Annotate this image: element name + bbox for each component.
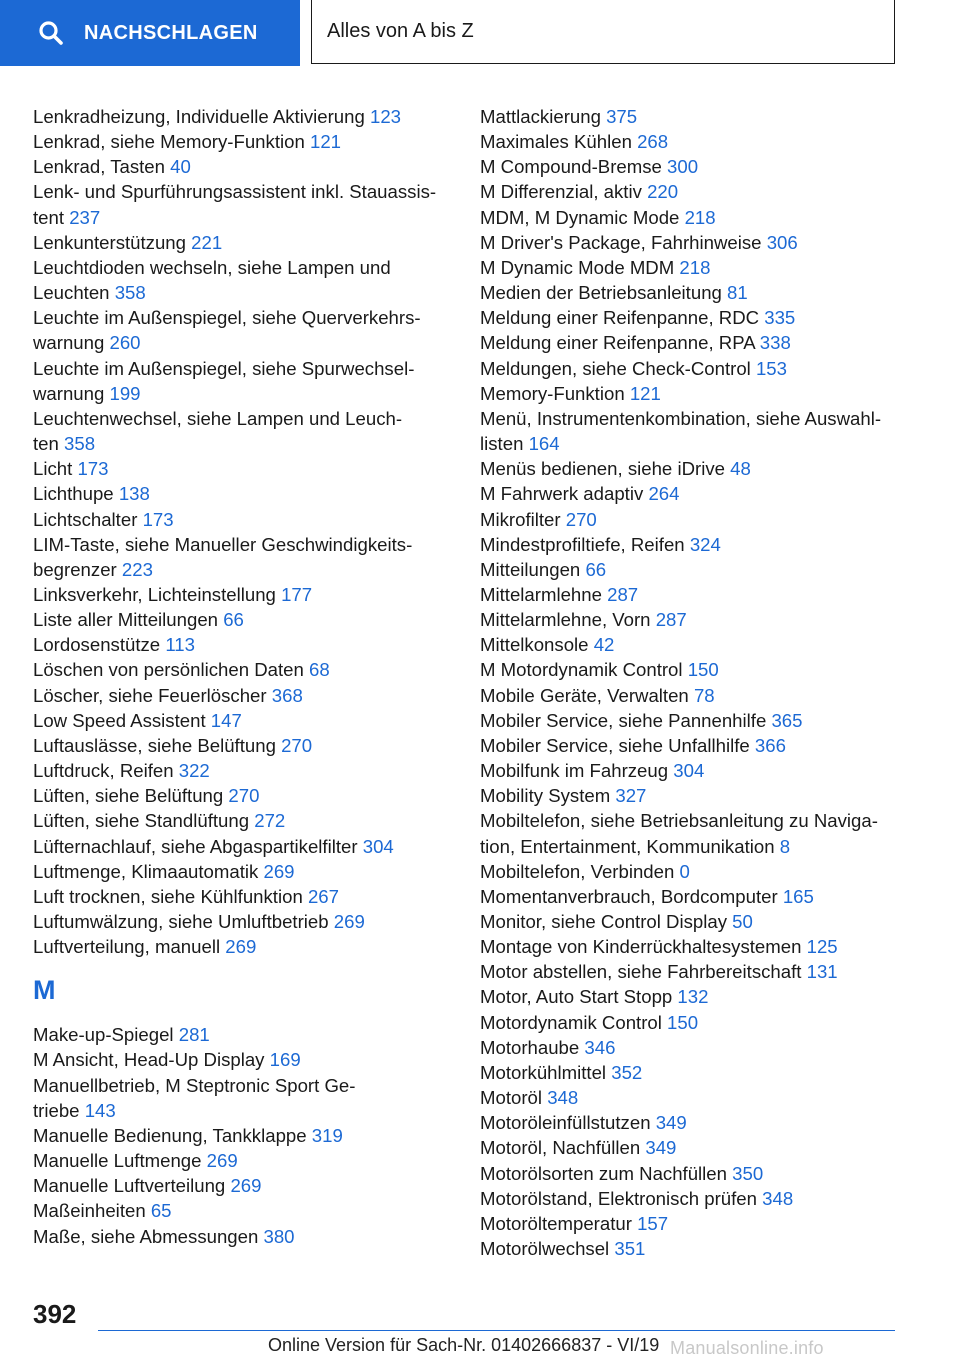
index-page-link[interactable]: 335	[764, 307, 796, 329]
index-page-link[interactable]: 269	[225, 936, 257, 958]
index-page-link[interactable]: 269	[333, 911, 365, 932]
index-entry	[480, 557, 910, 582]
index-page-link[interactable]: 268	[637, 131, 669, 153]
index-entry-term: Mittelarmlehne, Vorn	[480, 609, 651, 631]
index-entry-term: Lenkrad, Tasten	[33, 156, 165, 178]
index-entry-term: Mittelarmlehne	[480, 583, 602, 605]
index-entry	[33, 632, 453, 657]
index-entry	[33, 708, 453, 733]
index-entry-term: Mindestprofiltiefe, Reifen	[480, 533, 685, 555]
index-entry	[33, 179, 453, 229]
footer-online-version: Online Version für Sach-Nr. 01402666837 - VI/19	[268, 1335, 660, 1355]
index-entry	[480, 683, 910, 708]
index-page-link[interactable]: 40	[170, 156, 191, 178]
index-entry	[480, 607, 910, 632]
index-entry-term: Luftmenge, Klimaautomatik	[33, 860, 259, 882]
index-entry	[480, 1010, 910, 1035]
index-page-link[interactable]: 42	[593, 634, 615, 656]
index-entry	[33, 834, 453, 859]
index-entry-term: Luftauslässe, siehe Belüftung	[33, 734, 276, 756]
index-entry	[480, 708, 910, 733]
index-entry	[33, 1047, 453, 1072]
index-page-link[interactable]: 358	[64, 433, 96, 455]
index-entry	[33, 1148, 453, 1173]
index-entry-term: M Compound-Bremse	[480, 156, 662, 178]
index-entry-term: Menü, Instrumentenkombination, siehe Auswahl-	[480, 407, 882, 429]
index-entry	[33, 582, 453, 607]
index-entry-term-cont: Leuchten	[33, 282, 110, 304]
index-entry-term: Mobile Geräte, Verwalten	[480, 684, 689, 706]
index-page-link[interactable]: 352	[611, 1061, 643, 1083]
index-page-link[interactable]: 349	[655, 1112, 687, 1134]
index-entry-term: Leuchtenwechsel, siehe Lampen und Leuch-	[33, 407, 403, 429]
index-entry	[33, 733, 453, 758]
index-page-link[interactable]: 304	[362, 835, 394, 857]
index-entry-term: Mobiltelefon, Verbinden	[480, 860, 675, 882]
index-page-link[interactable]: 121	[309, 131, 342, 153]
index-entry	[480, 959, 910, 984]
index-column-right	[480, 104, 910, 1261]
index-entry-term: Mobiler Service, siehe Pannenhilfe	[480, 709, 767, 731]
index-entry-term: Maßeinheiten	[33, 1200, 146, 1222]
index-entry-term: Mobility System	[480, 785, 611, 807]
index-page-link[interactable]: 365	[771, 709, 803, 731]
index-entry-term: Löscher, siehe Feuerlöscher	[33, 684, 267, 706]
index-entry	[480, 406, 910, 456]
index-entry	[480, 205, 910, 230]
index-entry	[33, 356, 453, 406]
index-entry-term: M Fahrwerk adaptiv	[480, 483, 644, 505]
index-entry	[480, 230, 910, 255]
index-entry-term: Lenk- und Spurführungsassistent inkl. Stauassis-	[33, 181, 437, 203]
index-page-link[interactable]: 157	[637, 1212, 669, 1234]
index-page-link[interactable]: 147	[210, 709, 242, 731]
index-entry	[480, 1236, 910, 1261]
index-entry-term: Linksverkehr, Lichteinstellung	[33, 583, 276, 605]
index-entry	[33, 1173, 453, 1198]
index-entry-term: Motordynamik Control	[480, 1011, 662, 1033]
index-page-link[interactable]: 123	[369, 106, 402, 127]
index-entry	[33, 808, 453, 833]
index-entry-term: Manuellbetrieb, M Steptronic Sport Ge-	[33, 1074, 356, 1096]
index-entry	[33, 1224, 453, 1249]
index-page-link[interactable]: 349	[645, 1137, 677, 1159]
index-entry-term-cont: warnung	[33, 382, 105, 404]
index-page-link[interactable]: 358	[114, 282, 146, 304]
header-bar	[0, 0, 960, 66]
index-page-link[interactable]: 322	[178, 760, 210, 782]
page-number: 392	[33, 1299, 77, 1329]
index-entry-term: Maximales Kühlen	[480, 131, 632, 153]
index-page-link[interactable]: 348	[547, 1087, 579, 1109]
index-entry-term: Mobilfunk im Fahrzeug	[480, 760, 669, 782]
nav-tab-nachschlagen[interactable]	[0, 0, 300, 66]
index-entry	[33, 1198, 453, 1223]
index-page-link[interactable]: 304	[673, 760, 705, 782]
index-entry	[480, 532, 910, 557]
index-entry-term: M Motordynamik Control	[480, 659, 683, 681]
index-entry-term-cont: listen	[480, 433, 524, 455]
index-page-link[interactable]: 272	[254, 810, 286, 832]
index-entry-term: Motoröl, Nachfüllen	[480, 1137, 641, 1159]
index-page-link[interactable]: 220	[647, 181, 679, 203]
index-page-link[interactable]: 264	[648, 483, 680, 505]
index-page-link[interactable]: 319	[311, 1124, 343, 1146]
index-page-link[interactable]: 0	[679, 860, 690, 882]
index-page-link[interactable]: 48	[730, 458, 751, 480]
index-entry-term: Licht	[33, 458, 73, 480]
index-page-link[interactable]: 221	[191, 231, 223, 253]
index-entry-term: MDM, M Dynamic Mode	[480, 206, 680, 228]
index-entry	[33, 154, 453, 179]
index-entry-term: Luftverteilung, manuell	[33, 936, 221, 958]
index-entry	[33, 859, 453, 884]
footer-watermark: Manualsonline.info	[670, 1338, 824, 1358]
index-page-link[interactable]: 68	[309, 659, 330, 681]
index-entry-term-cont: ten	[33, 433, 59, 455]
index-entry-term: Mitteilungen	[480, 558, 581, 580]
index-entry	[33, 783, 453, 808]
index-page-link[interactable]: 270	[281, 734, 313, 756]
index-entry-term: Meldung einer Reifenpanne, RDC	[480, 307, 760, 329]
index-page-link[interactable]: 269	[263, 860, 295, 882]
index-entry-term: Leuchte im Außenspiegel, siehe Spurwechsel-	[33, 357, 415, 379]
index-entry-term: Luftumwälzung, siehe Umluftbetrieb	[33, 911, 329, 932]
index-page-link[interactable]: 327	[615, 785, 647, 807]
index-entry-term: Leuchte im Außenspiegel, siehe Querverkehrs-	[33, 307, 421, 329]
index-entry-term: Liste aller Mitteilungen	[33, 609, 219, 631]
index-page-link[interactable]: 366	[754, 734, 786, 756]
index-entry	[33, 532, 453, 582]
index-entry-term: Motorölwechsel	[480, 1238, 610, 1260]
index-page-link[interactable]: 324	[689, 533, 721, 555]
index-entry	[33, 230, 453, 255]
index-entry-term: M Dynamic Mode MDM	[480, 256, 675, 278]
index-page-link[interactable]: 267	[307, 885, 339, 907]
index-entry-term: Make-up-Spiegel	[33, 1024, 174, 1046]
index-page-link[interactable]: 270	[228, 785, 260, 807]
index-entry	[480, 657, 910, 682]
index-page-link[interactable]: 368	[271, 684, 303, 706]
index-entry-term: Manuelle Bedienung, Tankklappe	[33, 1124, 307, 1146]
index-entry	[480, 909, 910, 934]
index-entry-term: Löschen von persönlichen Daten	[33, 659, 304, 681]
index-entry-term: Motoröl	[480, 1087, 543, 1109]
index-page-link[interactable]: 164	[528, 433, 560, 455]
index-entry-term: Mattlackierung	[480, 106, 601, 127]
index-entry	[480, 1135, 910, 1160]
index-page-link[interactable]: 121	[629, 382, 661, 404]
index-entry	[480, 934, 910, 959]
index-entry	[480, 859, 910, 884]
index-page-link[interactable]: 66	[585, 558, 607, 580]
index-entry	[480, 154, 910, 179]
section-letter-heading: M	[33, 975, 56, 1006]
index-entry	[480, 1161, 910, 1186]
index-entry-continuation	[480, 431, 910, 456]
index-page-link[interactable]: 50	[732, 911, 753, 932]
index-entry	[33, 607, 453, 632]
index-entry-term: LIM-Taste, siehe Manueller Geschwindigkeits-	[33, 533, 413, 555]
index-entry	[480, 179, 910, 204]
index-entry-term-cont: triebe	[33, 1099, 80, 1121]
index-entry	[480, 129, 910, 154]
index-entry-term: Maße, siehe Abmessungen	[33, 1225, 259, 1247]
index-entry	[480, 1060, 910, 1085]
index-entry-continuation	[33, 431, 453, 456]
index-page-link[interactable]: 270	[565, 508, 597, 530]
index-page-link[interactable]: 338	[759, 332, 791, 354]
nav-tab-label: NACHSCHLAGEN	[84, 21, 258, 44]
index-entry-term-cont: tent	[33, 206, 65, 228]
index-entry	[33, 129, 453, 154]
index-entry-term: Motor abstellen, siehe Fahrbereitschaft	[480, 961, 802, 983]
index-entry	[480, 632, 910, 657]
index-page-link[interactable]: 218	[684, 206, 716, 228]
index-page-link[interactable]: 132	[677, 986, 709, 1008]
index-entry-term: Lenkrad, siehe Memory-Funktion	[33, 131, 305, 153]
section-title-tab[interactable]: Alles von A bis Z	[311, 0, 895, 64]
index-page-link[interactable]: 380	[263, 1225, 295, 1247]
index-entry	[480, 884, 910, 909]
index-entry	[480, 758, 910, 783]
index-page-link[interactable]: 306	[766, 231, 798, 253]
index-entry-term: Motorhaube	[480, 1036, 580, 1058]
index-entry	[480, 305, 910, 330]
index-entry-term: M Driver's Package, Fahrhinweise	[480, 231, 762, 253]
index-entry-term-cont: tion, Entertainment, Kommunikation	[480, 835, 775, 857]
index-entry	[480, 1110, 910, 1135]
index-entry	[33, 1073, 453, 1123]
index-page-link[interactable]: 375	[606, 106, 638, 127]
index-entry	[33, 1022, 453, 1047]
index-entry-term: Lichthupe	[33, 483, 114, 505]
index-entry	[480, 733, 910, 758]
index-entry-term: Luftdruck, Reifen	[33, 760, 174, 782]
index-entry-term: Lüfternachlauf, siehe Abgaspartikelfilter	[33, 835, 358, 857]
index-entry-term: Lenkunterstützung	[33, 231, 186, 253]
index-entry	[33, 683, 453, 708]
index-entry	[33, 481, 453, 506]
footer-divider	[98, 1330, 895, 1331]
index-entry-term: Low Speed Assistent	[33, 709, 206, 731]
index-entry	[480, 507, 910, 532]
index-entry-term-cont: warnung	[33, 332, 105, 354]
index-entry	[480, 1186, 910, 1211]
index-page-link[interactable]: 131	[806, 961, 838, 983]
index-page-link[interactable]: 173	[142, 508, 174, 530]
index-entry-continuation	[33, 381, 453, 406]
index-entry	[480, 456, 910, 481]
index-page-link[interactable]: 66	[223, 609, 244, 631]
index-entry	[33, 104, 453, 129]
index-page-link[interactable]: 350	[732, 1162, 764, 1184]
index-entry-term: Motorkühlmittel	[480, 1061, 607, 1083]
index-entry-term: Monitor, siehe Control Display	[480, 911, 727, 932]
index-entry-term: Menüs bedienen, siehe iDrive	[480, 458, 725, 480]
index-entry-term: Mobiler Service, siehe Unfallhilfe	[480, 734, 750, 756]
index-entry	[480, 481, 910, 506]
index-page-link[interactable]: 143	[84, 1099, 116, 1121]
index-page-link[interactable]: 300	[667, 156, 699, 178]
index-entry	[480, 330, 910, 355]
index-entry-term: Momentanverbrauch, Bordcomputer	[480, 885, 778, 907]
index-page-link[interactable]: 237	[69, 206, 101, 228]
index-page-link[interactable]: 269	[230, 1175, 262, 1197]
index-page-link[interactable]: 173	[77, 458, 109, 480]
index-entry	[33, 406, 453, 456]
index-page-link[interactable]: 150	[667, 1011, 699, 1033]
index-entry	[480, 255, 910, 280]
index-entry-term: Leuchtdioden wechseln, siehe Lampen und	[33, 256, 391, 278]
index-entry-continuation	[33, 557, 453, 582]
index-page-link[interactable]: 351	[614, 1238, 646, 1260]
index-entry	[480, 104, 910, 129]
index-column-left	[33, 104, 453, 1249]
index-page-link[interactable]: 125	[806, 936, 838, 958]
index-entry	[480, 582, 910, 607]
index-entry-term: Motoröltemperatur	[480, 1212, 632, 1234]
index-entry	[480, 1211, 910, 1236]
index-entry-term: Meldungen, siehe Check-Control	[480, 357, 751, 379]
index-page-link[interactable]: 165	[782, 885, 814, 907]
index-page-link[interactable]: 287	[607, 583, 639, 605]
index-entry-term: M Differenzial, aktiv	[480, 181, 642, 203]
index-page-link[interactable]: 348	[762, 1187, 794, 1209]
index-page-link[interactable]: 78	[693, 684, 715, 706]
index-page-link[interactable]: 218	[679, 256, 711, 278]
index-page-link[interactable]: 153	[755, 357, 787, 379]
index-entry	[33, 1123, 453, 1148]
index-entry-term: Lüften, siehe Belüftung	[33, 785, 224, 807]
index-entry-term: Motorölstand, Elektronisch prüfen	[480, 1187, 757, 1209]
index-page-link[interactable]: 81	[727, 282, 748, 304]
index-page-link[interactable]: 169	[269, 1049, 301, 1071]
index-entry-term: Motorölsorten zum Nachfüllen	[480, 1162, 727, 1184]
index-entry-continuation	[33, 205, 453, 230]
index-entry	[33, 456, 453, 481]
index-entry	[480, 1035, 910, 1060]
index-entry-term: Lüften, siehe Standlüftung	[33, 810, 250, 832]
index-entry	[33, 305, 453, 355]
index-entry-term: Manuelle Luftmenge	[33, 1150, 202, 1172]
index-entry	[33, 657, 453, 682]
index-entry-term: Motoröleinfüllstutzen	[480, 1112, 651, 1134]
index-page-link[interactable]: 281	[178, 1024, 210, 1046]
index-entry-continuation	[33, 1098, 453, 1123]
index-entry	[33, 934, 453, 959]
index-entry	[480, 356, 910, 381]
search-icon	[38, 20, 64, 46]
index-page-link[interactable]: 8	[779, 835, 791, 857]
index-entry-term: Lordosenstütze	[33, 634, 161, 656]
index-entry	[480, 984, 910, 1009]
index-entry	[33, 758, 453, 783]
index-entry-term: M Ansicht, Head-Up Display	[33, 1049, 265, 1071]
index-page-link[interactable]: 138	[118, 483, 150, 505]
index-entry-continuation	[480, 834, 910, 859]
index-entry-term: Motor, Auto Start Stopp	[480, 986, 673, 1008]
index-page-link[interactable]: 287	[655, 609, 687, 631]
index-entry-term: Lenkradheizung, Individuelle Aktivierung	[33, 106, 365, 127]
index-page-link[interactable]: 269	[206, 1150, 238, 1172]
index-entry-term: Lichtschalter	[33, 508, 138, 530]
index-entry-term: Montage von Kinderrückhaltesystemen	[480, 936, 802, 958]
index-entry	[480, 280, 910, 305]
index-entry	[33, 255, 453, 305]
index-entry-term: Meldung einer Reifenpanne, RPA	[480, 332, 755, 354]
index-page-link[interactable]: 260	[109, 332, 141, 354]
index-entry-term: Luft trocknen, siehe Kühlfunktion	[33, 885, 303, 907]
index-entry	[33, 884, 453, 909]
index-entry-term: Mittelkonsole	[480, 634, 589, 656]
index-entry-continuation	[33, 280, 453, 305]
index-entry-continuation	[33, 330, 453, 355]
index-page-link[interactable]: 346	[584, 1036, 616, 1058]
index-entry-term: Memory-Funktion	[480, 382, 625, 404]
index-page-link[interactable]: 150	[687, 659, 719, 681]
index-entry-term: Mobiltelefon, siehe Betriebsanleitung zu Naviga-	[480, 810, 878, 832]
index-page-link[interactable]: 177	[281, 583, 313, 605]
index-page-link[interactable]: 65	[150, 1200, 172, 1222]
index-entry	[480, 381, 910, 406]
index-entry-term: Mikrofilter	[480, 508, 561, 530]
index-entry	[480, 808, 910, 858]
index-entry-term: Manuelle Luftverteilung	[33, 1175, 226, 1197]
index-page-link[interactable]: 199	[109, 382, 141, 404]
index-entry	[33, 909, 453, 934]
index-entry-term-cont: begrenzer	[33, 558, 117, 580]
index-entry	[480, 783, 910, 808]
index-entry	[480, 1085, 910, 1110]
index-entry	[33, 507, 453, 532]
index-page-link[interactable]: 113	[165, 634, 195, 656]
index-entry-term: Medien der Betriebsanleitung	[480, 282, 722, 304]
index-page-link[interactable]: 223	[121, 558, 153, 580]
